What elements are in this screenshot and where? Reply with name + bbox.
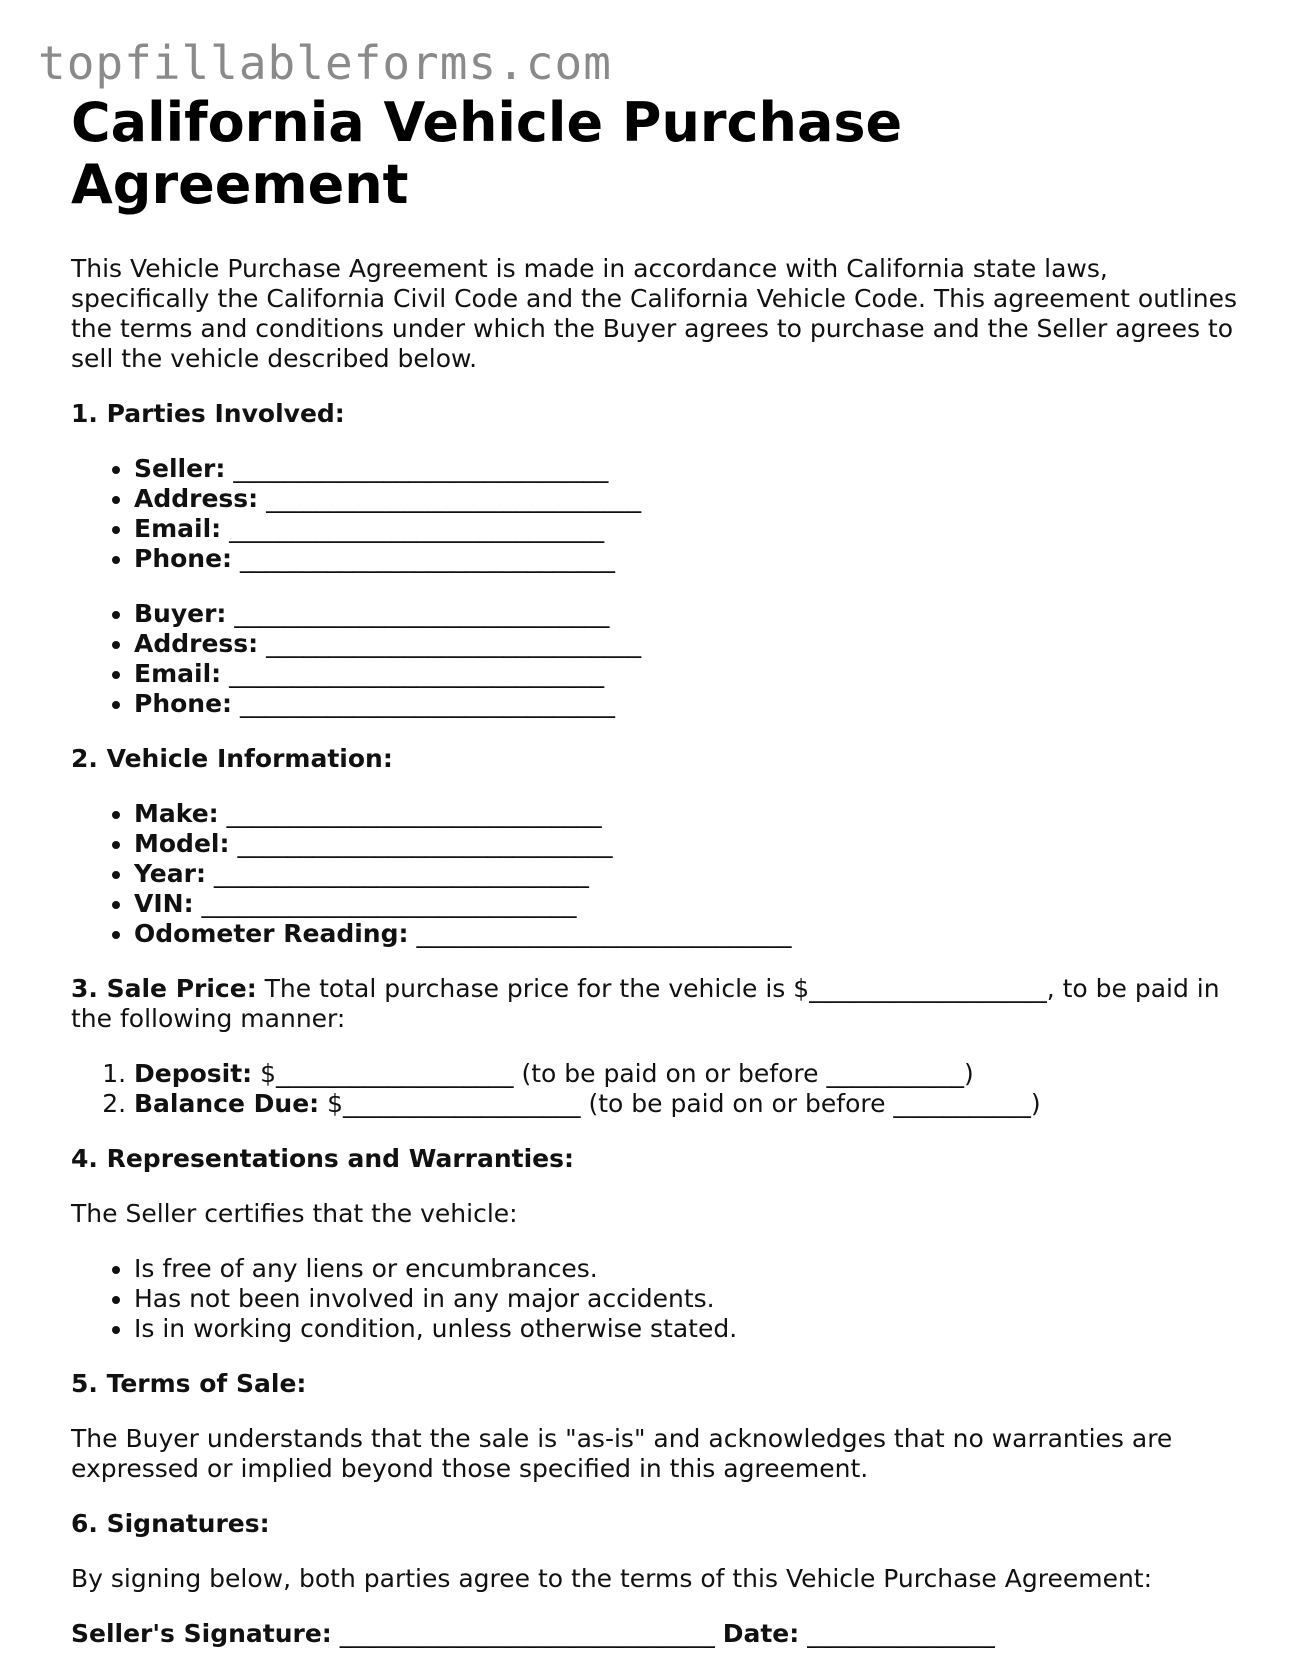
buyer-email-blank[interactable]: ______________________________ [229,659,605,688]
sale-price-text[interactable]: The total purchase price for the vehicle is $___________________, to be paid in the following manner: [71,974,1220,1033]
section-heading-warranties: 4. Representations and Warranties: [71,1144,575,1173]
buyer-name-blank[interactable]: ______________________________ [234,599,610,628]
buyer-address-blank[interactable]: ______________________________ [266,629,642,658]
payment-balance-item: 2. Balance Due: $___________________ (to be paid on or before ___________) [134,1089,1251,1119]
seller-fields-list [71,454,1251,574]
seller-signature-line: Seller's Signature: ______________________________ Date: _______________ [71,1619,995,1648]
buyer-phone-blank[interactable]: ______________________________ [240,689,615,718]
buyer-fields-list [71,599,1251,719]
section-heading-terms: 5. Terms of Sale: [71,1369,307,1398]
seller-address-field: • Address: ______________________________ [134,484,1251,514]
seller-email-blank[interactable]: ______________________________ [229,514,605,543]
intro-paragraph: This Vehicle Purchase Agreement is made in accordance with California state laws, specifically the California Civil Code and the California Vehicle Code. This agreement outlines the terms and conditions under which the Buyer agrees to purchase and the Seller agrees to sell the vehicle described below. [71,254,1238,373]
document-title: California Vehicle Purchase Agreement [71,91,903,216]
vehicle-vin-blank[interactable]: ______________________________ [201,889,577,918]
vehicle-vin-field: • VIN: ______________________________ [134,889,1251,919]
document [71,92,1251,1649]
vehicle-make-field: • Make: ______________________________ [134,799,1251,829]
section-heading-vehicle: 2. Vehicle Information: [71,744,393,773]
buyer-email-field: • Email: ______________________________ [134,659,1251,689]
payment-deposit-item: 1. Deposit: $___________________ (to be paid on or before ___________) [134,1059,1251,1089]
vehicle-model-field: • Model: ______________________________ [134,829,1251,859]
seller-name-blank[interactable]: ______________________________ [233,454,609,483]
vehicle-make-blank[interactable]: ______________________________ [226,799,602,828]
payment-list [71,1059,1251,1119]
seller-email-field: • Email: ______________________________ [134,514,1251,544]
buyer-phone-field: • Phone: ______________________________ [134,689,1251,719]
seller-phone-field: • Phone: ______________________________ [134,544,1251,574]
seller-signature-blank[interactable]: ______________________________ [339,1619,715,1648]
balance-blank[interactable]: $___________________ (to be paid on or before ___________) [327,1089,1041,1118]
warranties-list [71,1254,1251,1344]
terms-paragraph: The Buyer understands that the sale is "as-is" and acknowledges that no warranties are expressed or implied beyond those specified in this agreement. [71,1424,1173,1483]
seller-phone-blank[interactable]: ______________________________ [240,544,615,573]
sale-price-paragraph [71,974,1251,1034]
buyer-field: • Buyer: ______________________________ [134,599,1251,629]
section-heading-parties: 1. Parties Involved: [71,399,345,428]
deposit-blank[interactable]: $___________________ (to be paid on or before ___________) [260,1059,974,1088]
buyer-address-field: • Address: ______________________________ [134,629,1251,659]
watermark: topfillableforms.com [38,36,612,90]
vehicle-year-blank[interactable]: ______________________________ [213,859,589,888]
seller-date-blank[interactable]: _______________ [807,1619,995,1648]
vehicle-year-field: • Year: ______________________________ [134,859,1251,889]
list-item: • Is in working condition, unless otherwise stated. [134,1314,1251,1344]
seller-address-blank[interactable]: ______________________________ [266,484,642,513]
section-heading-price: 3. Sale Price: [71,974,257,1003]
vehicle-odometer-blank[interactable]: ______________________________ [416,919,792,948]
vehicle-fields-list [71,799,1251,949]
list-item: • Has not been involved in any major accidents. [134,1284,1251,1314]
warranties-lead: The Seller certifies that the vehicle: [71,1199,518,1228]
list-item: • Is free of any liens or encumbrances. [134,1254,1251,1284]
section-heading-signatures: 6. Signatures: [71,1509,270,1538]
vehicle-odometer-field: • Odometer Reading: ______________________________ [134,919,1251,949]
seller-field: • Seller: ______________________________ [134,454,1251,484]
vehicle-model-blank[interactable]: ______________________________ [237,829,613,858]
signatures-paragraph: By signing below, both parties agree to the terms of this Vehicle Purchase Agreement: [71,1564,1153,1593]
